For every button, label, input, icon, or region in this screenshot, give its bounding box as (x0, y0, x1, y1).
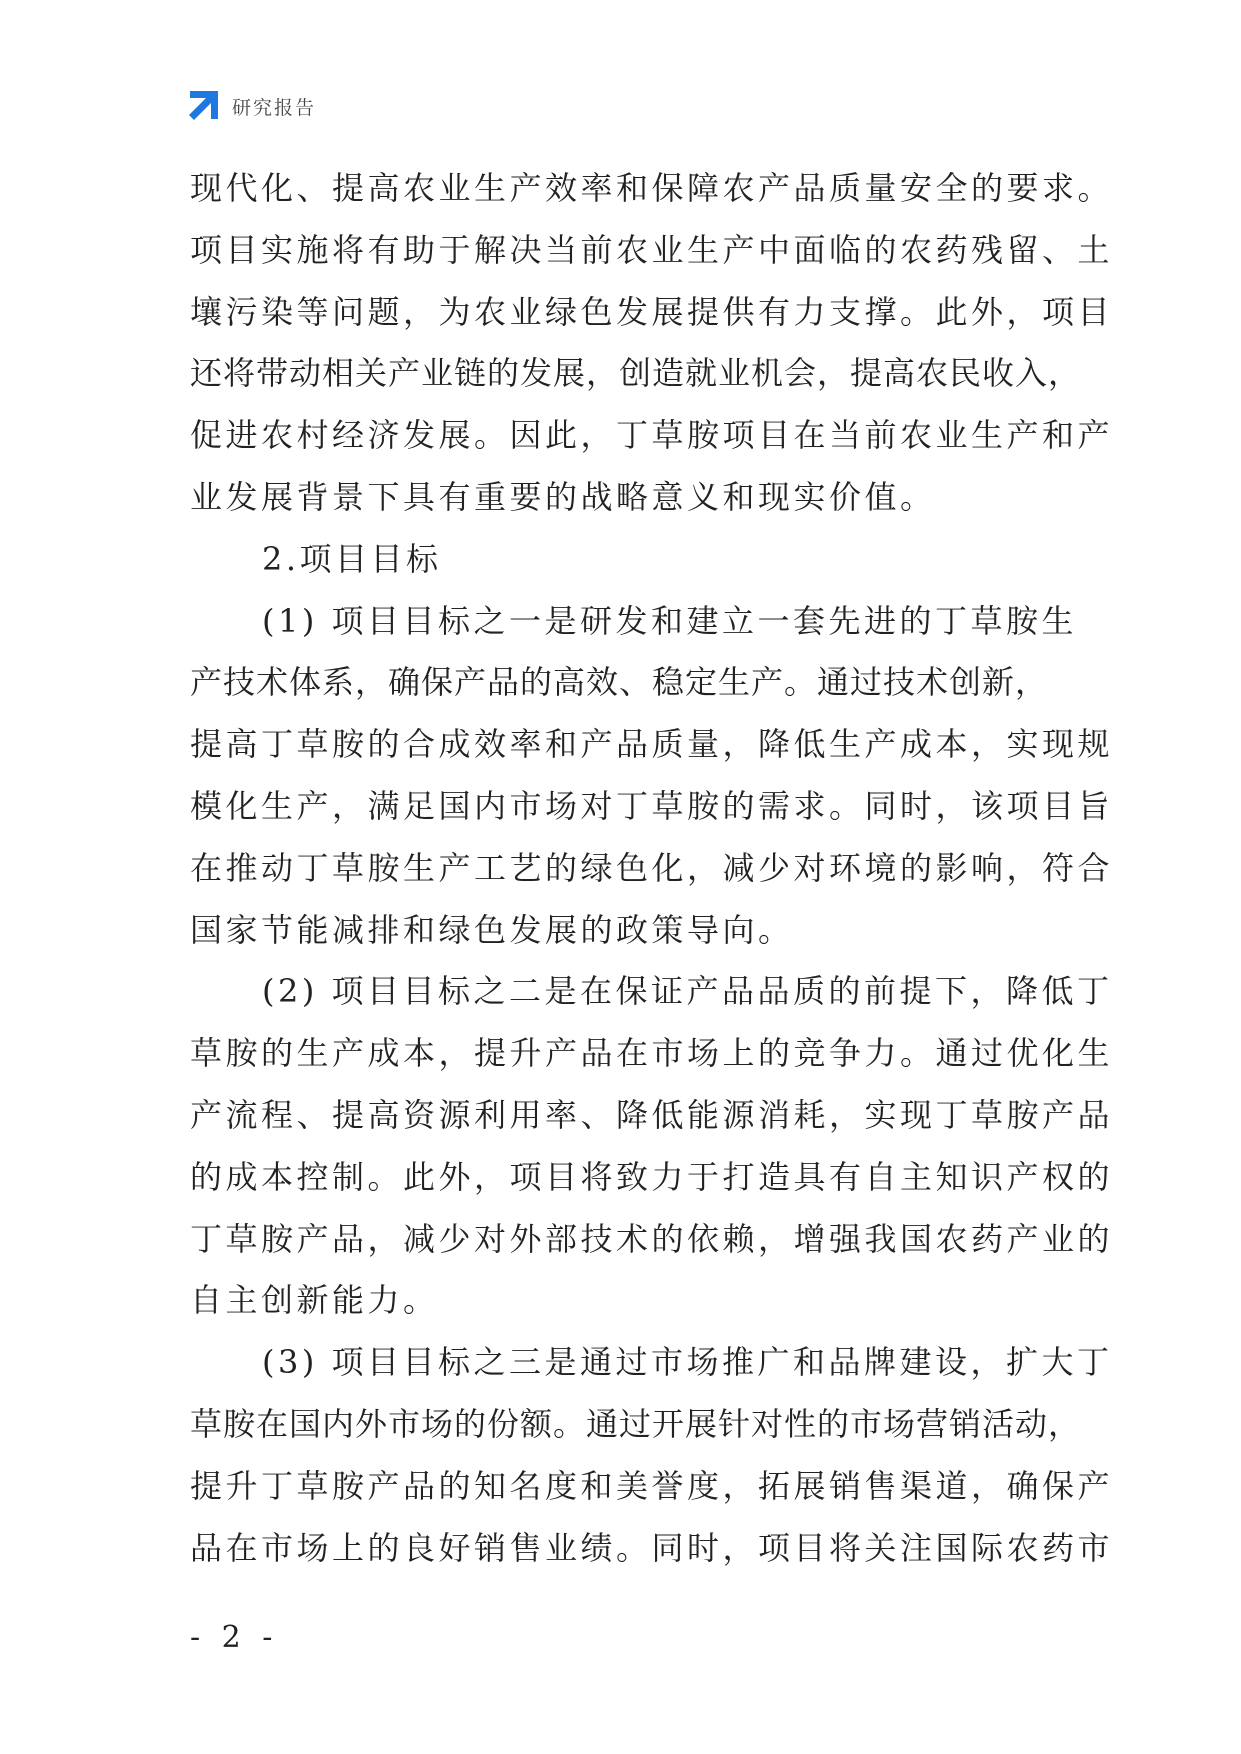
body-line: (1) 项目目标之一是研发和建立一套先进的丁草胺生 (262, 601, 1078, 640)
section-heading: 2.项目目标 (262, 539, 442, 578)
body-line: 模化生产，满足国内市场对丁草胺的需求。同时，该项目旨 (190, 786, 1114, 825)
page-number: - 2 - (190, 1620, 279, 1655)
body-line: 自主创新能力。 (190, 1281, 439, 1320)
page-header (186, 88, 316, 124)
body-line: 品在市场上的良好销售业绩。同时，项目将关注国际农药市 (190, 1528, 1114, 1567)
body-line: 草胺的生产成本，提升产品在市场上的竞争力。通过优化生 (190, 1034, 1114, 1073)
body-line: 国家节能减排和绿色发展的政策导向。 (190, 910, 794, 949)
body-line: 还将带动相关产业链的发展，创造就业机会，提高农民收入， (190, 354, 1082, 393)
body-line: 的成本控制。此外，项目将致力于打造具有自主知识产权的 (190, 1157, 1114, 1196)
body-line: 产流程、提高资源利用率、降低能源消耗，实现丁草胺产品 (190, 1095, 1114, 1134)
body-line: (3) 项目目标之三是通过市场推广和品牌建设，扩大丁 (262, 1343, 1113, 1382)
body-line: 壤污染等问题，为农业绿色发展提供有力支撑。此外，项目 (190, 292, 1114, 331)
body-line: 草胺在国内外市场的份额。通过开展针对性的市场营销活动， (190, 1404, 1082, 1443)
body-line: 提升丁草胺产品的知名度和美誉度，拓展销售渠道，确保产 (190, 1466, 1114, 1505)
body-line: 产技术体系，确保产品的高效、稳定生产。通过技术创新， (190, 663, 1049, 702)
body-line: 项目实施将有助于解决当前农业生产中面临的农药残留、土 (190, 230, 1114, 269)
body-line: 业发展背景下具有重要的战略意义和现实价值。 (190, 477, 936, 516)
body-line: 在推动丁草胺生产工艺的绿色化，减少对环境的影响，符合 (190, 848, 1114, 887)
arrow-logo-icon (186, 89, 220, 123)
body-line: 提高丁草胺的合成效率和产品质量，降低生产成本，实现规 (190, 725, 1114, 764)
body-line: 丁草胺产品，减少对外部技术的依赖，增强我国农药产业的 (190, 1219, 1114, 1258)
document-body (190, 158, 1114, 1579)
body-line: 促进农村经济发展。因此，丁草胺项目在当前农业生产和产 (190, 416, 1114, 455)
body-line: (2) 项目目标之二是在保证产品品质的前提下，降低丁 (262, 972, 1113, 1011)
header-brand-label: 研究报告 (232, 96, 317, 119)
body-line: 现代化、提高农业生产效率和保障农产品质量安全的要求。 (190, 169, 1114, 207)
